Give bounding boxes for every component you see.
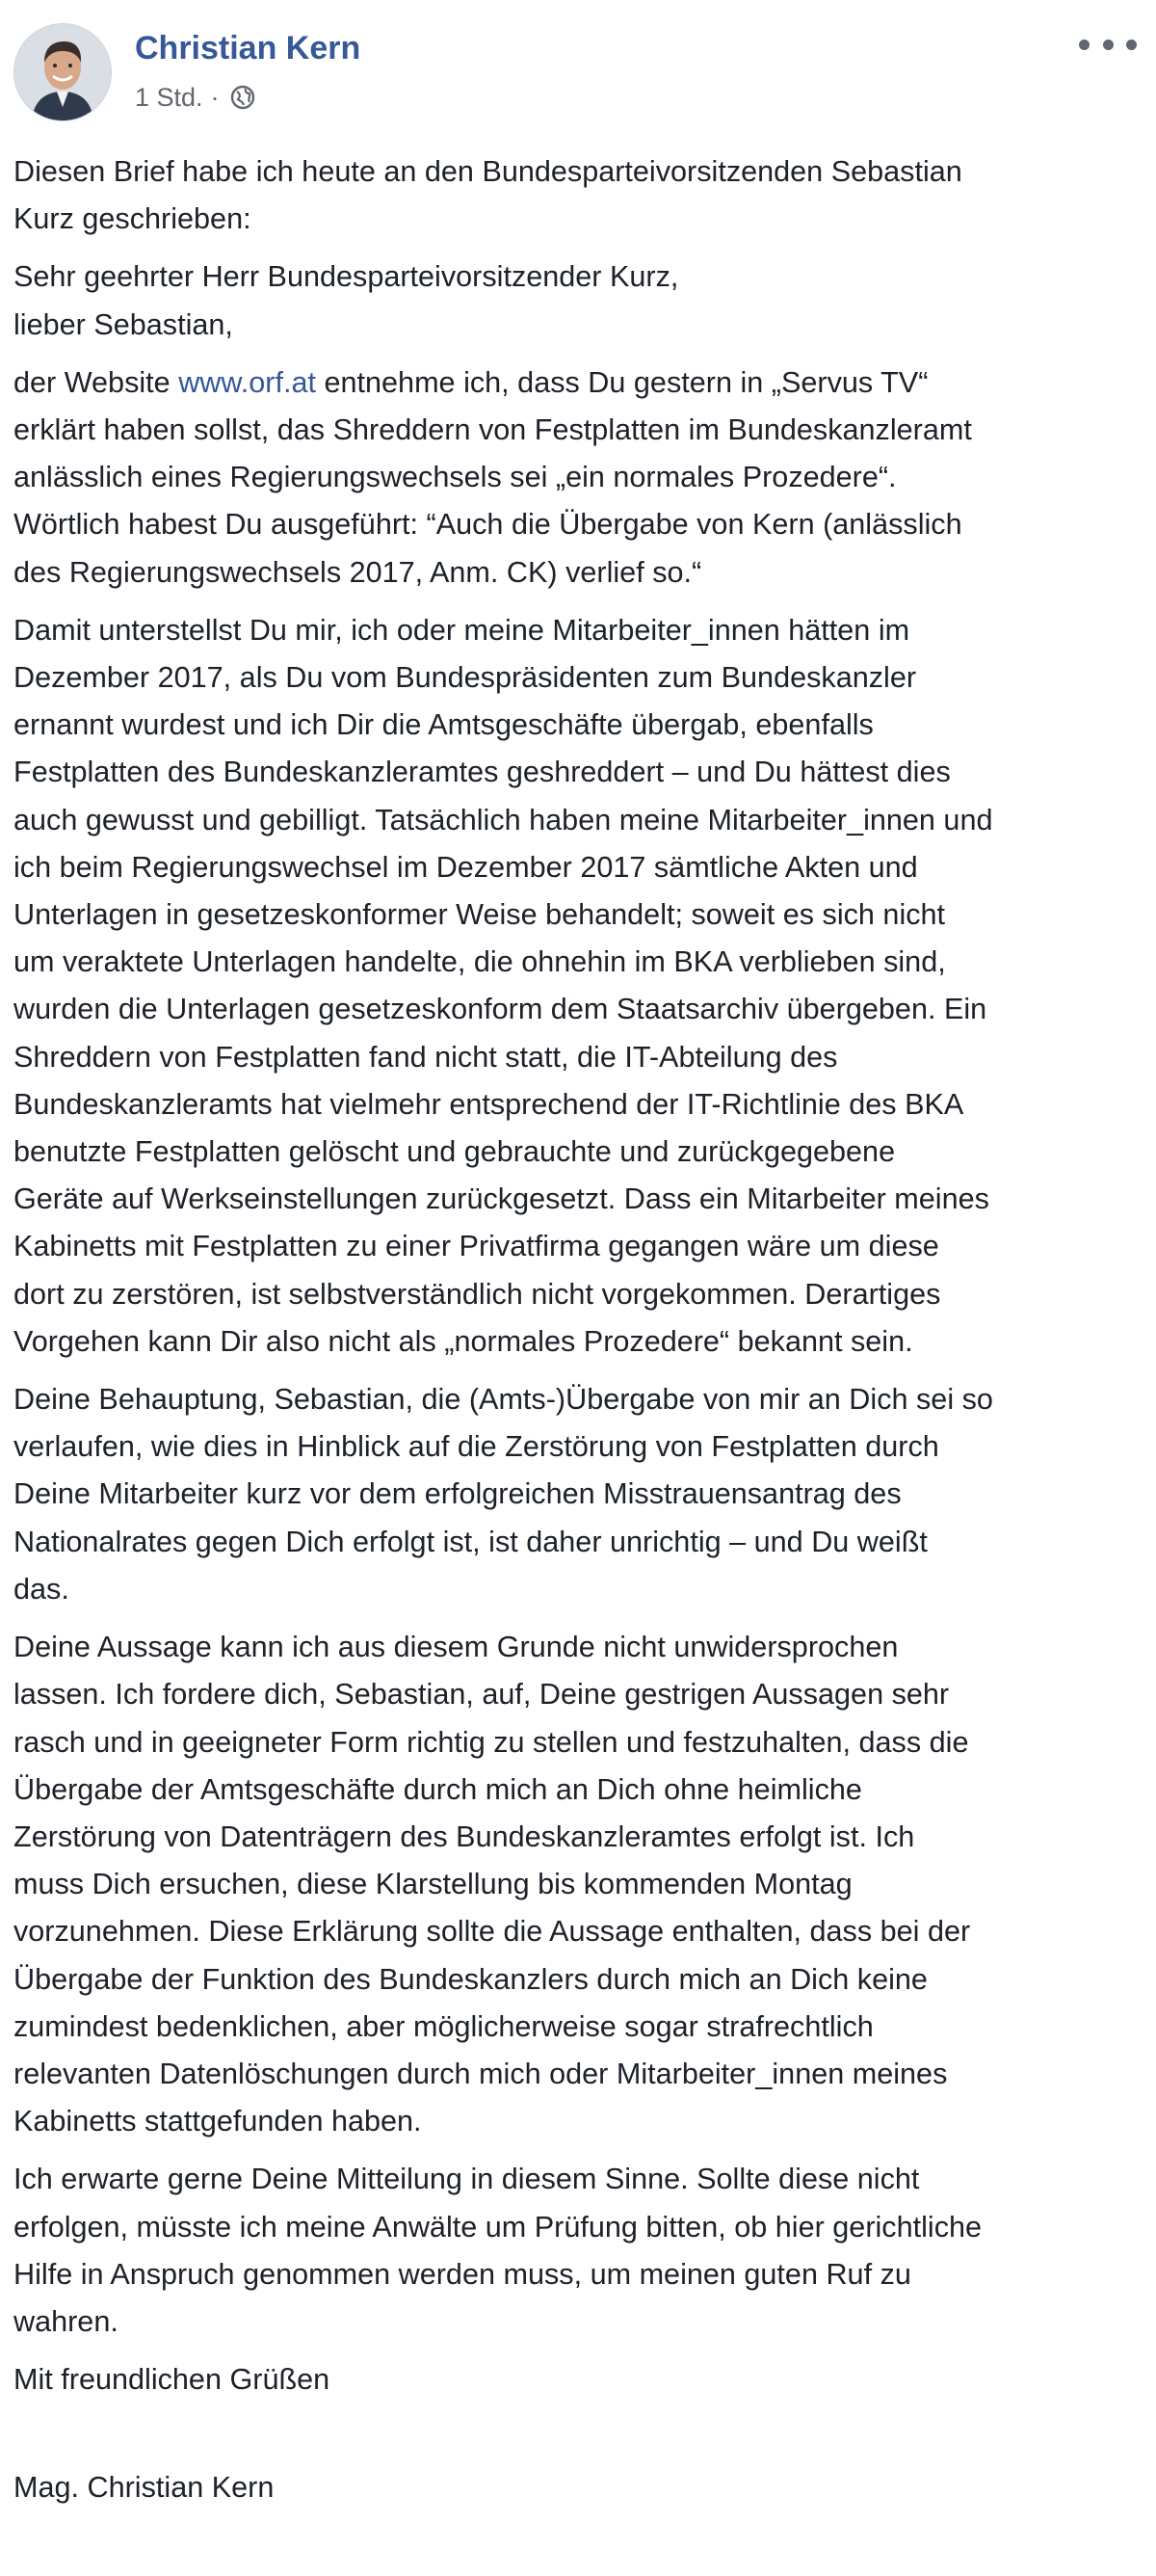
paragraph-5 (13, 2156, 1139, 2346)
text-line: Sehr geehrter Herr Bundesparteivorsitzender Kurz, (13, 260, 679, 294)
more-options-icon (1126, 40, 1137, 50)
signature-line (13, 2464, 1139, 2511)
orf-link[interactable]: www.orf.at (178, 365, 316, 399)
text-line: des Regierungswechsels 2017, Anm. CK) verlief so.“ (13, 555, 702, 589)
post-meta (135, 83, 256, 112)
text-line: wahren. (13, 2304, 118, 2338)
paragraph-1 (13, 359, 1139, 597)
post-header (0, 0, 1156, 135)
text-line: ernannt wurdest und ich Dir die Amtsgeschäfte übergab, ebenfalls (13, 708, 874, 742)
text-line: auch gewusst und gebilligt. Tatsächlich haben meine Mitarbeiter_innen und (13, 803, 993, 837)
text-line: Damit unterstellst Du mir, ich oder meine Mitarbeiter_innen hätten im (13, 613, 910, 647)
globe-icon[interactable] (229, 84, 256, 111)
text-line: Zerstörung von Datenträgern des Bundeskanzleramtes erfolgt ist. Ich (13, 1819, 915, 1853)
text-line: Deine Mitarbeiter kurz vor dem erfolgreichen Misstrauensantrag des (13, 1477, 902, 1511)
text-line: vorzunehmen. Diese Erklärung sollte die Aussage enthalten, dass bei der (13, 1915, 971, 1949)
author-name[interactable]: Christian Kern (135, 30, 361, 66)
meta-separator: · (210, 82, 220, 112)
text-line: Vorgehen kann Dir also nicht als „normales Prozedere“ bekannt sein. (13, 1324, 913, 1358)
avatar-photo (14, 24, 111, 120)
text-fragment: der Website (13, 365, 179, 399)
closing-line (13, 2356, 1139, 2403)
text-line: ich beim Regierungswechsel im Dezember 2017 sämtliche Akten und (13, 850, 918, 884)
text-line: Hilfe in Anspruch genommen werden muss, um meinen guten Ruf zu (13, 2257, 911, 2291)
post-text (13, 148, 1139, 2523)
intro-paragraph (13, 148, 1139, 243)
paragraph-4 (13, 1624, 1139, 2145)
text-line: zumindest bedenklichen, aber möglicherweise sogar strafrechtlich (13, 2009, 874, 2043)
text-line: Wörtlich habest Du ausgeführt: “Auch die Übergabe von Kern (anlässlich (13, 508, 962, 542)
author-avatar[interactable] (13, 23, 112, 121)
text-line: Dezember 2017, als Du vom Bundespräsidenten zum Bundeskanzler (13, 661, 917, 695)
post-timestamp[interactable]: 1 Std. (135, 82, 203, 112)
text-line: Mag. Christian Kern (13, 2471, 275, 2505)
text-line: lieber Sebastian, (13, 307, 233, 341)
text-line: Nationalrates gegen Dich erfolgt ist, ist daher unrichtig – und Du weißt (13, 1525, 928, 1558)
text-line: Unterlagen in gesetzeskonformer Weise behandelt; soweit es sich nicht (13, 898, 946, 932)
text-line: muss Dich ersuchen, diese Klarstellung bis kommenden Montag (13, 1868, 853, 1901)
text-line: Kurz geschrieben: (13, 202, 251, 236)
text-line: anlässlich eines Regierungswechsels sei „ein normales Prozedere“. (13, 461, 897, 494)
text-line: Mit freundlichen Grüßen (13, 2363, 330, 2397)
text-line: das. (13, 1572, 69, 1606)
text-line: lassen. Ich fordere dich, Sebastian, auf, Deine gestrigen Aussagen sehr (13, 1678, 950, 1712)
text-line: dort zu zerstören, ist selbstverständlich nicht vorgekommen. Derartiges (13, 1277, 941, 1311)
more-options-icon (1103, 40, 1114, 50)
text-line: Festplatten des Bundeskanzleramtes geshreddert – und Du hättest dies (13, 756, 951, 789)
text-line: Geräte auf Werkseinstellungen zurückgesetzt. Dass ein Mitarbeiter meines (13, 1182, 989, 1216)
text-line: Kabinetts stattgefunden haben. (13, 2105, 422, 2138)
text-line: Übergabe der Funktion des Bundeskanzlers durch mich an Dich keine (13, 1962, 928, 1996)
salutation-paragraph (13, 253, 1139, 348)
text-line (13, 359, 1139, 407)
text-line: Bundeskanzleramts hat vielmehr entsprechend der IT-Richtlinie des BKA (13, 1087, 964, 1121)
text-line: Ich erwarte gerne Deine Mitteilung in diesem Sinne. Sollte diese nicht (13, 2163, 920, 2196)
text-line: wurden die Unterlagen gesetzeskonform dem Staatsarchiv übergeben. Ein (13, 993, 987, 1026)
text-line: Übergabe der Amtsgeschäfte durch mich an Dich ohne heimliche (13, 1772, 862, 1806)
paragraph-3 (13, 1376, 1139, 1613)
text-line: Kabinetts mit Festplatten zu einer Privatfirma gegangen wäre um diese (13, 1230, 939, 1263)
text-line: relevanten Datenlöschungen durch mich oder Mitarbeiter_innen meines (13, 2057, 948, 2090)
text-line: um veraktete Unterlagen handelte, die ohnehin im BKA verblieben sind, (13, 945, 946, 979)
text-fragment: entnehme ich, dass Du gestern in „Servus TV“ (316, 365, 929, 399)
more-options-button[interactable] (1079, 29, 1137, 60)
more-options-icon (1079, 40, 1090, 50)
paragraph-2 (13, 607, 1139, 1366)
text-line: Deine Aussage kann ich aus diesem Grunde nicht unwidersprochen (13, 1631, 899, 1664)
text-line: verlaufen, wie dies in Hinblick auf die Zerstörung von Festplatten durch (13, 1430, 939, 1464)
text-line: erfolgen, müsste ich meine Anwälte um Prüfung bitten, ob hier gerichtliche (13, 2210, 983, 2244)
text-line: Deine Behauptung, Sebastian, die (Amts-)Übergabe von mir an Dich sei so (13, 1383, 993, 1417)
text-line: rasch und in geeigneter Form richtig zu stellen und festzuhalten, dass die (13, 1725, 969, 1759)
text-line: Shreddern von Festplatten fand nicht statt, die IT-Abteilung des (13, 1040, 838, 1074)
text-line: Diesen Brief habe ich heute an den Bundesparteivorsitzenden Sebastian (13, 155, 962, 188)
signature-spacer (13, 2414, 1139, 2464)
text-line: erklärt haben sollst, das Shreddern von Festplatten im Bundeskanzleramt (13, 413, 972, 447)
text-line: benutzte Festplatten gelöscht und gebrauchte und zurückgegebene (13, 1135, 896, 1169)
